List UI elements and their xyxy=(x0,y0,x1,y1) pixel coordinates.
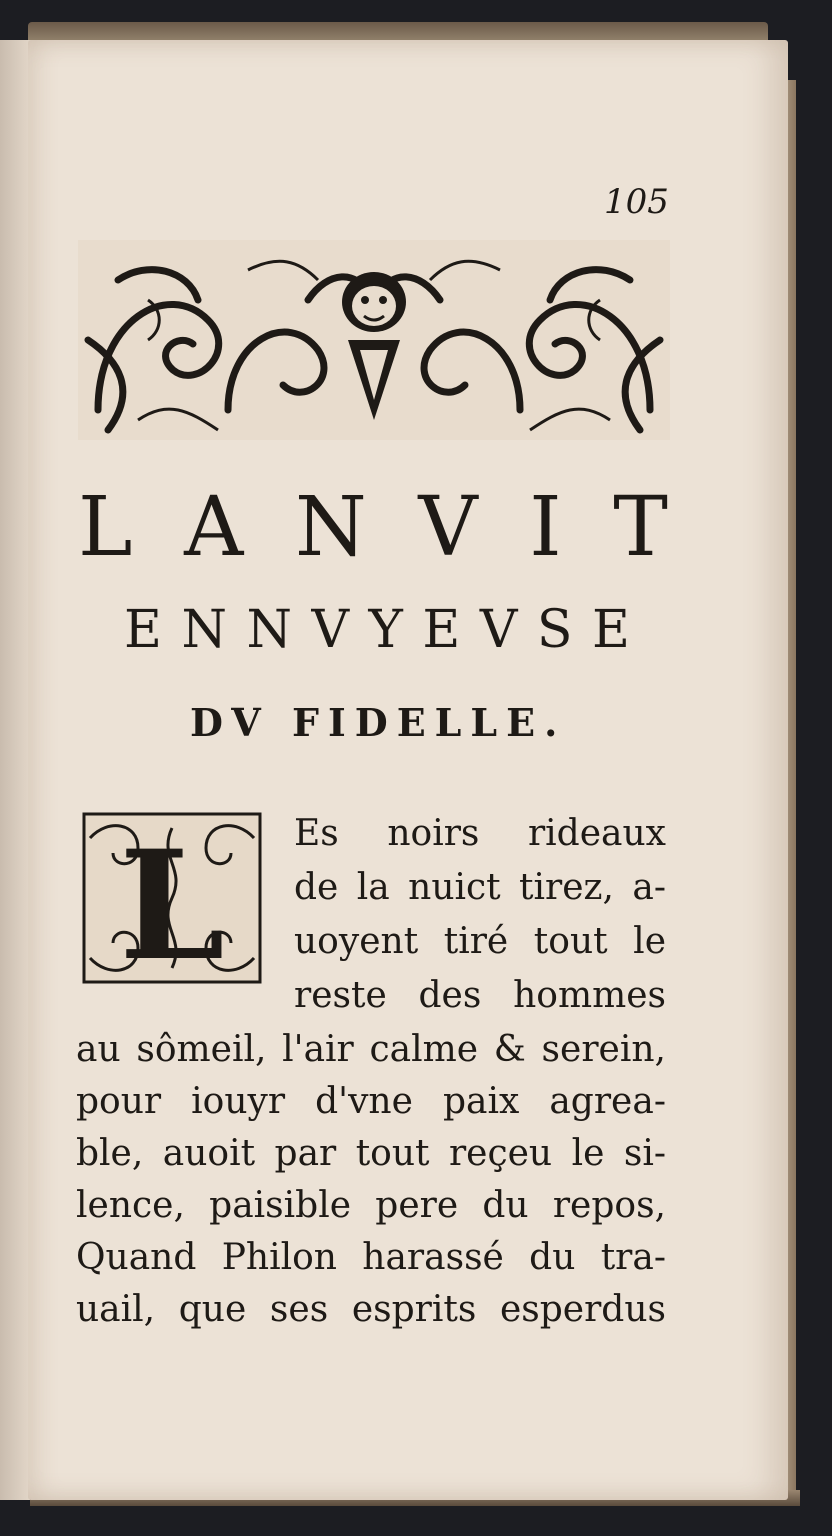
text-line: de la nuict tirez, a- xyxy=(294,867,666,908)
title-letter: I xyxy=(529,480,564,575)
text-line: uail, que ses esprits esperdus xyxy=(76,1289,666,1330)
text-line: Quand Philon harassé du tra- xyxy=(76,1237,666,1278)
title-letter: A xyxy=(184,480,246,575)
title-letter: Y xyxy=(368,600,403,660)
title-letter: E xyxy=(124,600,162,660)
title-line-2 xyxy=(124,600,630,660)
title-line-3: DV FIDELLE. xyxy=(190,700,567,745)
title-letter: V xyxy=(418,480,480,575)
title-letter: S xyxy=(536,600,573,660)
text-line: uoyent tiré tout le xyxy=(294,921,666,962)
page-number: 105 xyxy=(604,182,669,222)
text-line: reste des hommes xyxy=(294,975,666,1016)
text-line: ble, auoit par tout reçeu le si- xyxy=(76,1133,666,1174)
title-letter: E xyxy=(422,600,461,660)
drop-cap-letter: L xyxy=(119,818,225,988)
title-letter: N xyxy=(181,600,227,660)
title-letter: E xyxy=(592,600,630,660)
title-line-1 xyxy=(78,480,670,575)
title-letter: L xyxy=(78,480,135,575)
title-letter: T xyxy=(613,480,670,575)
text-line: au sômeil, l'air calme & serein, xyxy=(76,1029,666,1070)
decorated-initial-icon xyxy=(78,808,266,988)
title-letter: V xyxy=(479,600,518,660)
title-letter: N xyxy=(246,600,292,660)
title-letter: N xyxy=(294,480,369,575)
text-line: pour iouyr d'vne paix agrea- xyxy=(76,1081,666,1122)
text-line: Es noirs rideaux xyxy=(294,813,666,854)
title-letter: V xyxy=(311,600,350,660)
ornamental-headpiece-icon xyxy=(78,240,670,440)
text-line: lence, paisible pere du repos, xyxy=(76,1185,666,1226)
